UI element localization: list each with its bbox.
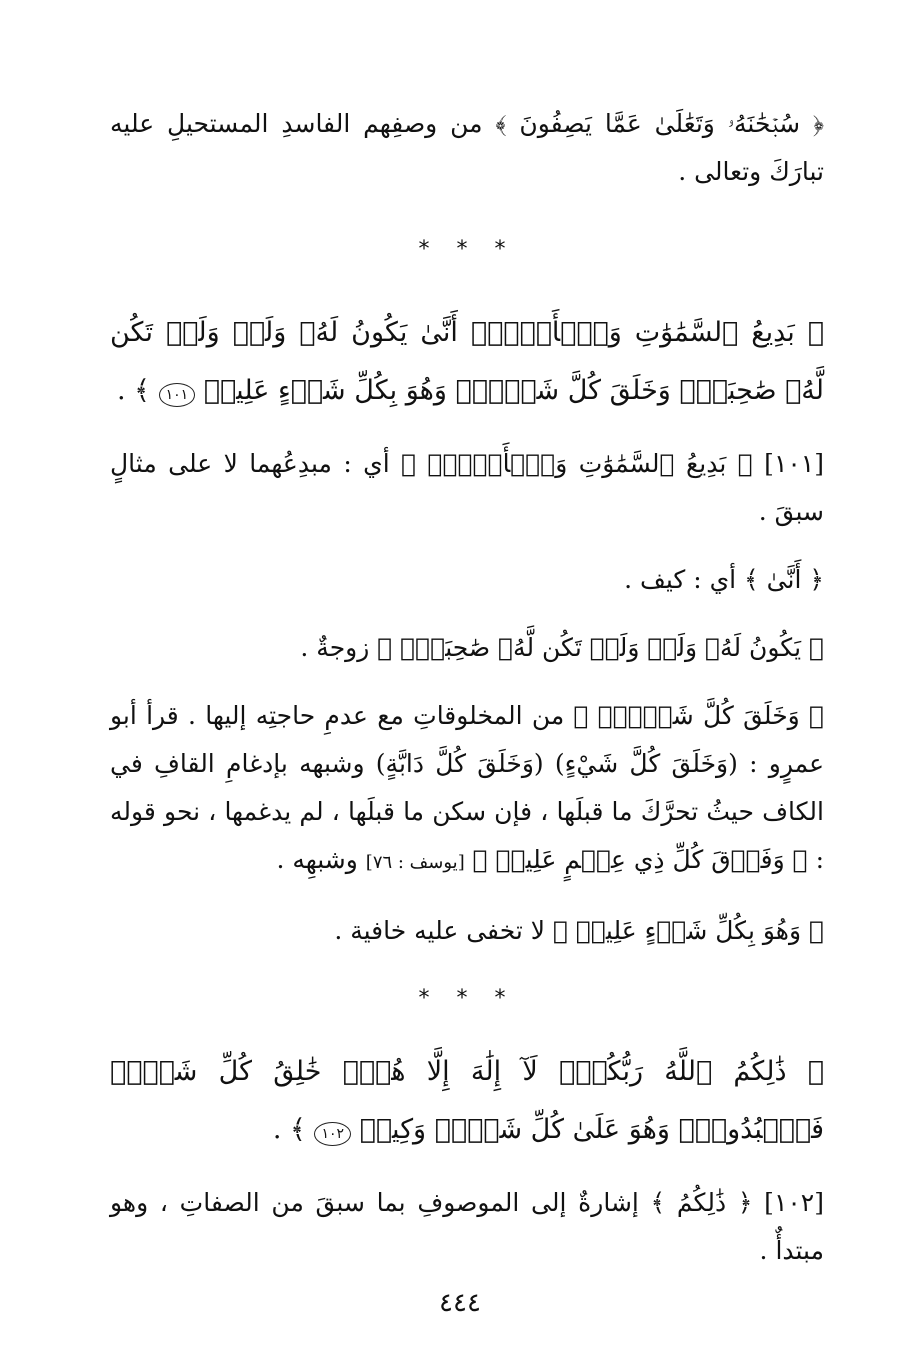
page-number: ٤٤٤ (439, 1288, 481, 1318)
tafsir-khalaqa-tail: وشبهِه . (276, 845, 358, 874)
verse-text: ﴿ ذَٰلِكُمُ ٱللَّهُ رَبُّكُمۡۖ لَآ إِلَٰهَ إِلَّا هُوَۖ خَٰلِقُ كُلِّ شَيۡءٖ فَٱعۡبُدُوهُۚ وَهُوَ عَلَىٰ كُلِّ شَيۡءٖ وَكِيلٞ (110, 1056, 824, 1145)
verse-number-marker: ١٠٢ (314, 1122, 351, 1146)
citation-yusuf: [يوسف : ٧٦] (365, 852, 465, 873)
verse-tail: ﴾ . (117, 375, 151, 406)
tafsir-khalaqa (110, 692, 824, 887)
quran-verse-102 (110, 1043, 824, 1159)
paragraph-1: ﴿ سُبۡحَٰنَهُۥ وَتَعَٰلَىٰ عَمَّا يَصِفُونَ ﴾ من وصفِهم الفاسدِ المستحيلِ عليه تبارَكَ وتعالى . (110, 109, 824, 186)
verse-number-marker: ١٠١ (159, 383, 196, 407)
tafsir-102-intro: [١٠٢] ﴿ ذَٰلِكُمُ ﴾ إشارةٌ إلى الموصوفِ بما سبقَ من الصفاتِ ، وهو مبتدأٌ . (110, 1188, 824, 1265)
verse-text: ﴿ بَدِيعُ ٱلسَّمَٰوَٰتِ وَٱلۡأَرۡضِۖ أَنَّىٰ يَكُونُ لَهُۥ وَلَدٞ وَلَمۡ تَكُن لَّهُۥ صَٰحِبَةٞۖ وَخَلَقَ كُلَّ شَيۡءٖۖ وَهُوَ بِكُلِّ شَيۡءٍ عَلِيمٞ (110, 317, 824, 406)
section-divider-1: * * * (418, 237, 516, 262)
tafsir-khalaqa-text: ﴿ وَخَلَقَ كُلَّ شَيۡءٖۖ ﴾ من المخلوقاتِ مع عدمِ حاجتِه إليها . قرأ أبو عمرٍو : (وَخَلَقَ كُلَّ شَيْءٍ) (وَخَلَقَ كُلَّ دَابَّةٍ) وشبهه بإدغامِ القافِ في الكاف حيثُ تحرَّكَ ما قبلَها ، فإن سكن ما قبلَها ، لم يدغمها ، نحو قوله : ﴿ وَفَوۡقَ كُلِّ ذِي عِلۡمٍ عَلِيمٞ ﴾ (110, 701, 824, 874)
quran-verse-101 (110, 304, 824, 420)
section-divider-2: * * * (418, 986, 516, 1011)
page-body (110, 100, 824, 1275)
tafsir-anna: ﴿ أَنَّىٰ ﴾ أي : كيف . (624, 565, 824, 594)
tafsir-101-intro: [١٠١] ﴿ بَدِيعُ ٱلسَّمَٰوَٰتِ وَٱلۡأَرۡضِۖ ﴾ أي : مبدِعُهما لا على مثالٍ سبقَ . (110, 449, 824, 526)
tafsir-aleem: ﴿ وَهُوَ بِكُلِّ شَيۡءٍ عَلِيمٞ ﴾ لا تخفى عليه خافية . (334, 916, 824, 945)
verse-tail: ﴾ . (272, 1114, 306, 1145)
tafsir-walad: ﴿ يَكُونُ لَهُۥ وَلَدٞ وَلَمۡ تَكُن لَّهُۥ صَٰحِبَةٞۖ ﴾ زوجةٌ . (300, 633, 824, 662)
